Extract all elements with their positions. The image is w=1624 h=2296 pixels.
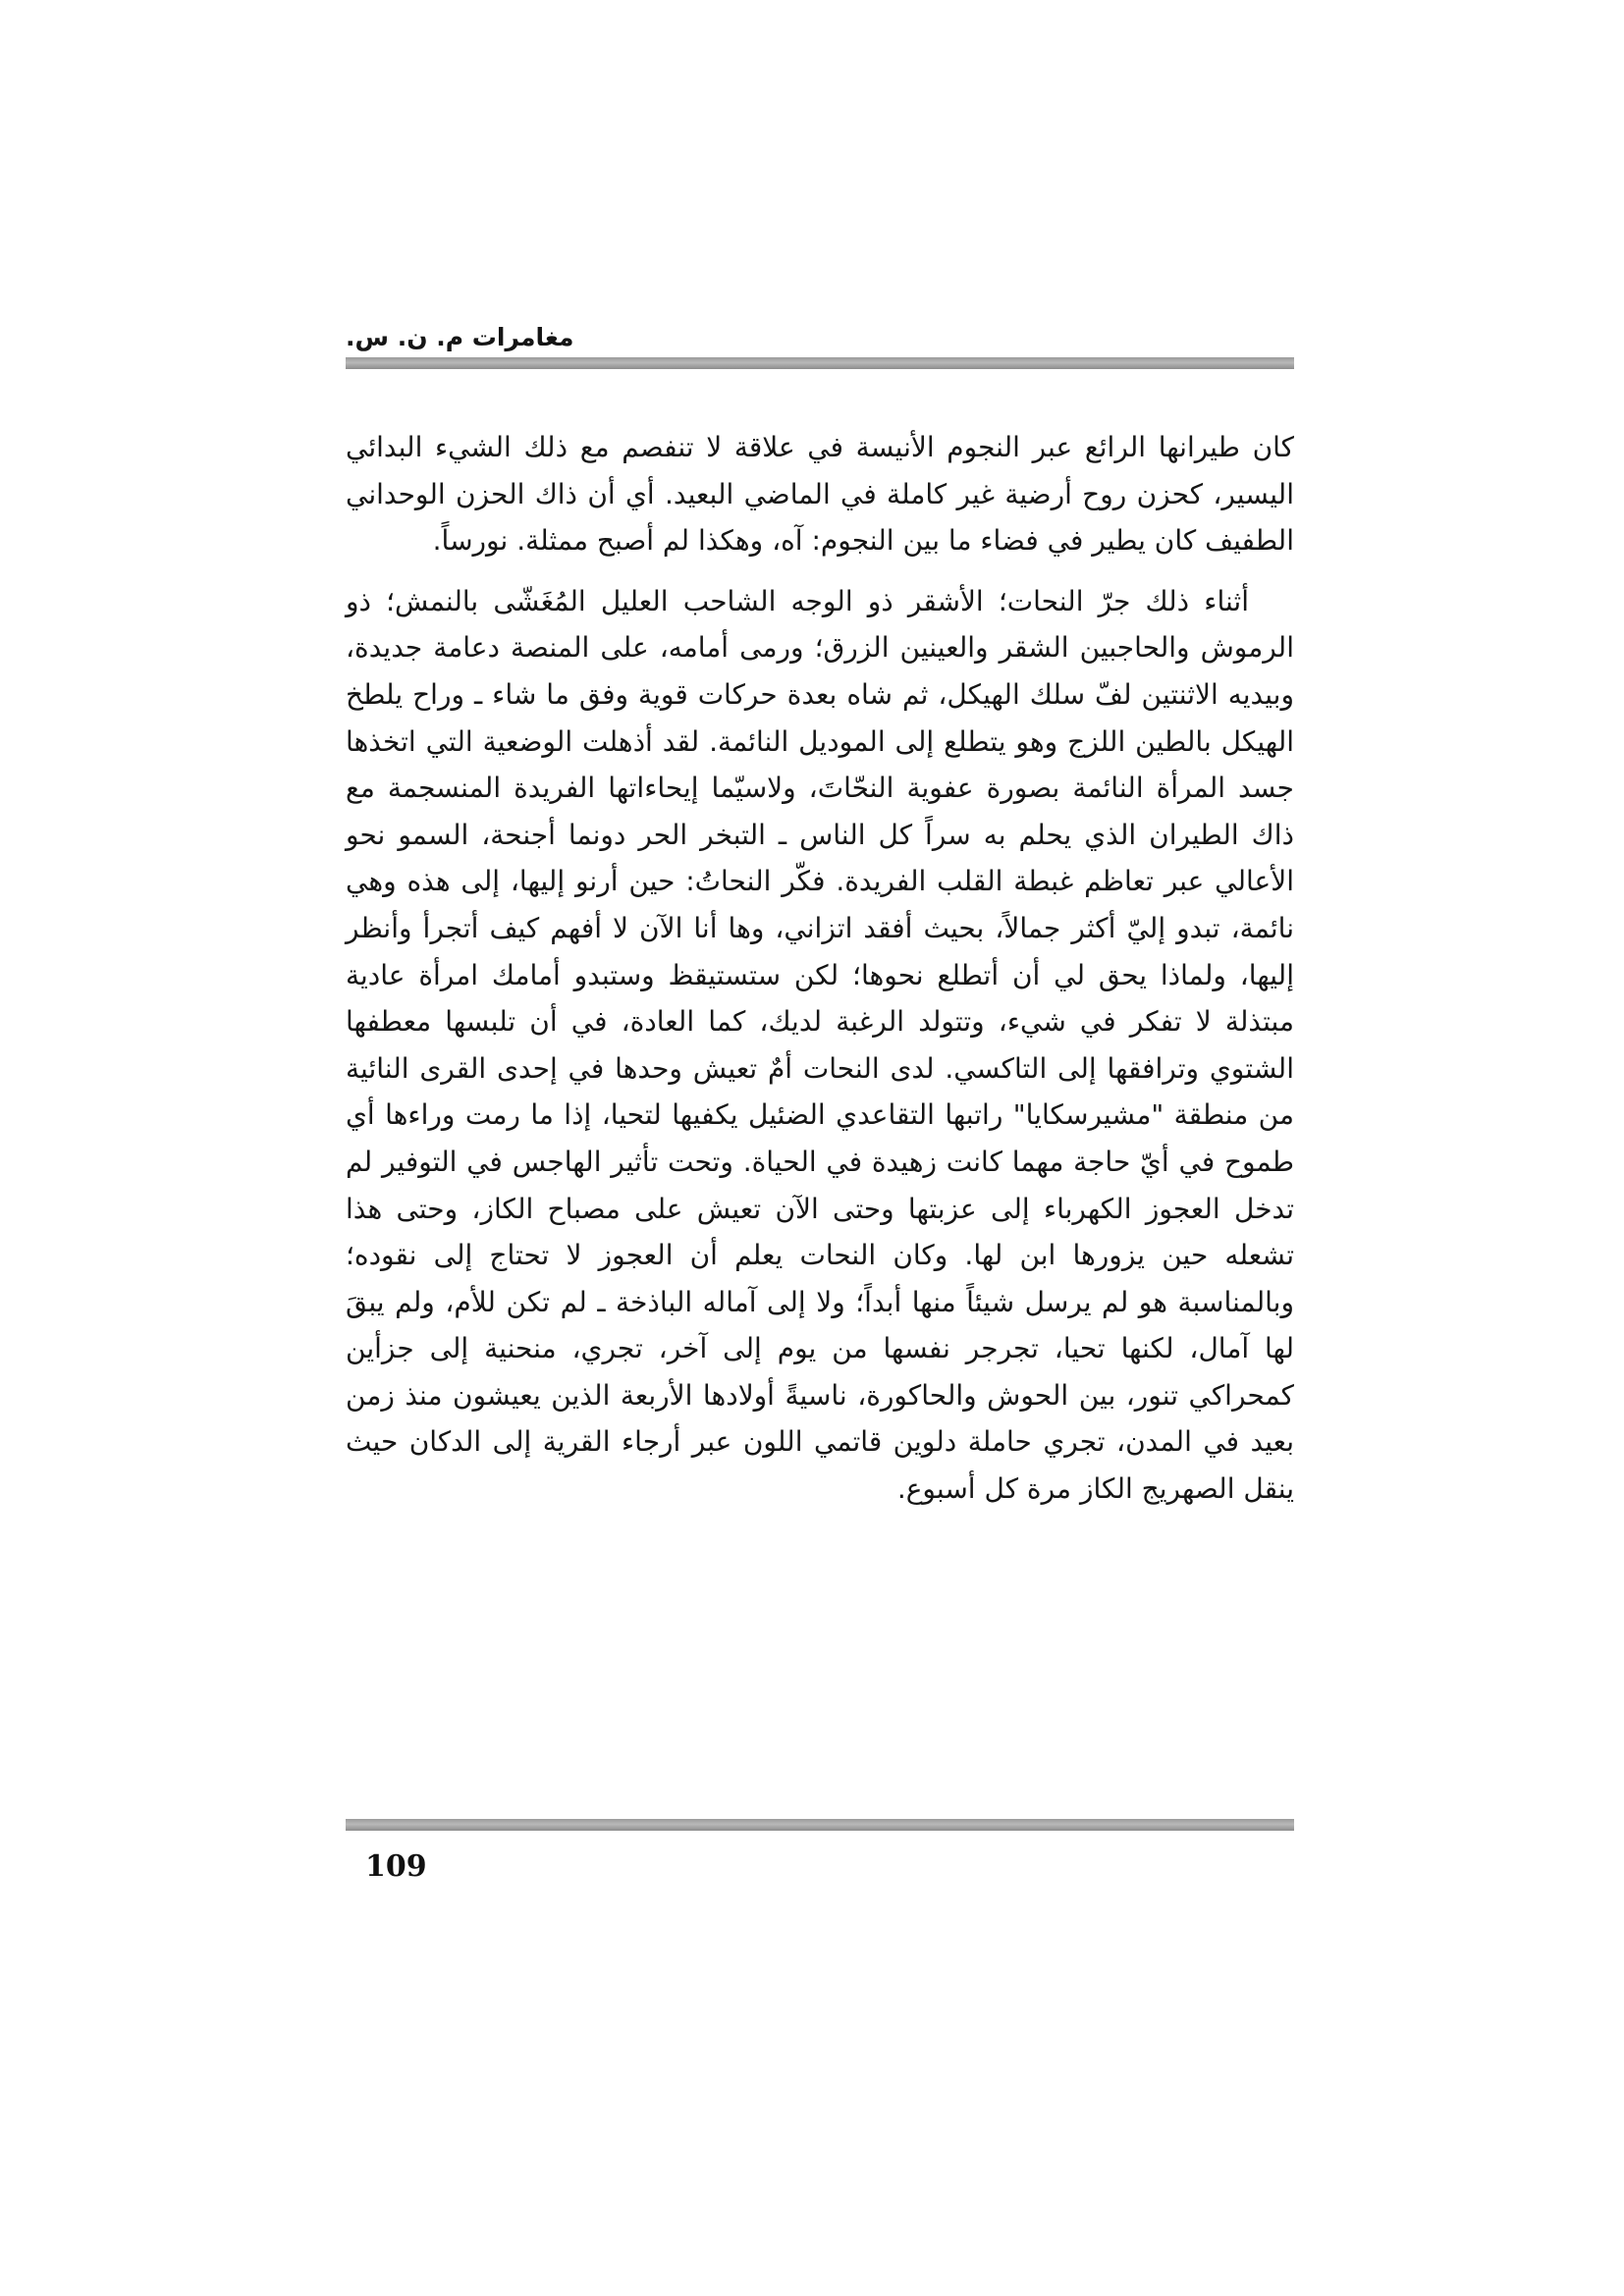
paragraph: كان طيرانها الرائع عبر النجوم الأنيسة في علاقة لا تنفصم مع ذلك الشيء البدائي اليسير، كحزن روح أرضية غير كاملة في الماضي البعيد. أي أن ذاك الحزن الوحداني الطفيف كان يطير في فضاء ما بين النجوم: آه، وهكذا لم أصبح ممثلة. نورساً. bbox=[346, 431, 1294, 558]
header-rule bbox=[346, 357, 1294, 369]
running-title: مغامرات م. ن. س. bbox=[346, 323, 574, 351]
body-text bbox=[346, 424, 1294, 1513]
running-header bbox=[346, 320, 1294, 359]
page-number: 109 bbox=[365, 1849, 427, 1884]
footer-rule bbox=[346, 1819, 1294, 1831]
paragraph: أثناء ذلك جرّ النحات؛ الأشقر ذو الوجه الشاحب العليل المُغَشّى بالنمش؛ ذو الرموش والحاجبين الشقر والعينين الزرق؛ ورمى أمامه، على المنصة دعامة جديدة، وبيديه الاثنتين لفّ سلك الهيكل، ثم شاه بعدة حركات قوية وفق ما شاء ـ وراح يلطخ الهيكل بالطين اللزج وهو يتطلع إلى الموديل النائمة. لقد أذهلت الوضعية التي اتخذها جسد المرأة النائمة بصورة عفوية النحّاتَ، ولاسيّما إيحاءاتها الفريدة المنسجمة مع ذاك الطيران الذي يحلم به سراً كل الناس ـ التبخر الحر دونما أجنحة، السمو نحو الأعالي عبر تعاظم غبطة القلب الفريدة. فكّر النحاتُ: حين أرنو إليها، إلى هذه وهي نائمة، تبدو إليّ أكثر جمالاً، بحيث أفقد اتزاني، وها أنا الآن لا أفهم كيف أتجرأ وأنظر إليها، ولماذا يحق لي أن أتطلع نحوها؛ لكن ستستيقظ وستبدو أمامك امرأة عادية مبتذلة لا تفكر في شيء، وتتولد الرغبة لديك، كما العادة، في أن تلبسها معطفها الشتوي وترافقها إلى التاكسي. لدى النحات أمٌ تعيش وحدها في إحدى القرى النائية من منطقة "مشيرسكايا" راتبها التقاعدي الضئيل يكفيها لتحيا، إذا ما رمت وراءها أي طموح في أيّ حاجة مهما كانت زهيدة في الحياة. وتحت تأثير الهاجس في التوفير لم تدخل العجوز الكهرباء إلى عزبتها وحتى الآن تعيش على مصباح الكاز، وحتى هذا تشعله حين يزورها ابن لها. وكان النحات يعلم أن العجوز لا تحتاج إلى نقوده؛ وبالمناسبة هو لم يرسل شيئاً منها أبداً؛ ولا إلى آماله الباذخة ـ لم تكن للأم، ولم يبقَ لها آمال، لكنها تحيا، تجرجر نفسها من يوم إلى آخر، تجري، منحنية إلى جزأين كمحراكي تنور، بين الحوش والحاكورة، ناسيةً أولادها الأربعة الذين يعيشون منذ زمن بعيد في المدن، تجري حاملة دلوين قاتمي اللون عبر أرجاء القرية إلى الدكان حيث ينقل الصهريج الكاز مرة كل أسبوع. bbox=[346, 584, 1294, 1506]
